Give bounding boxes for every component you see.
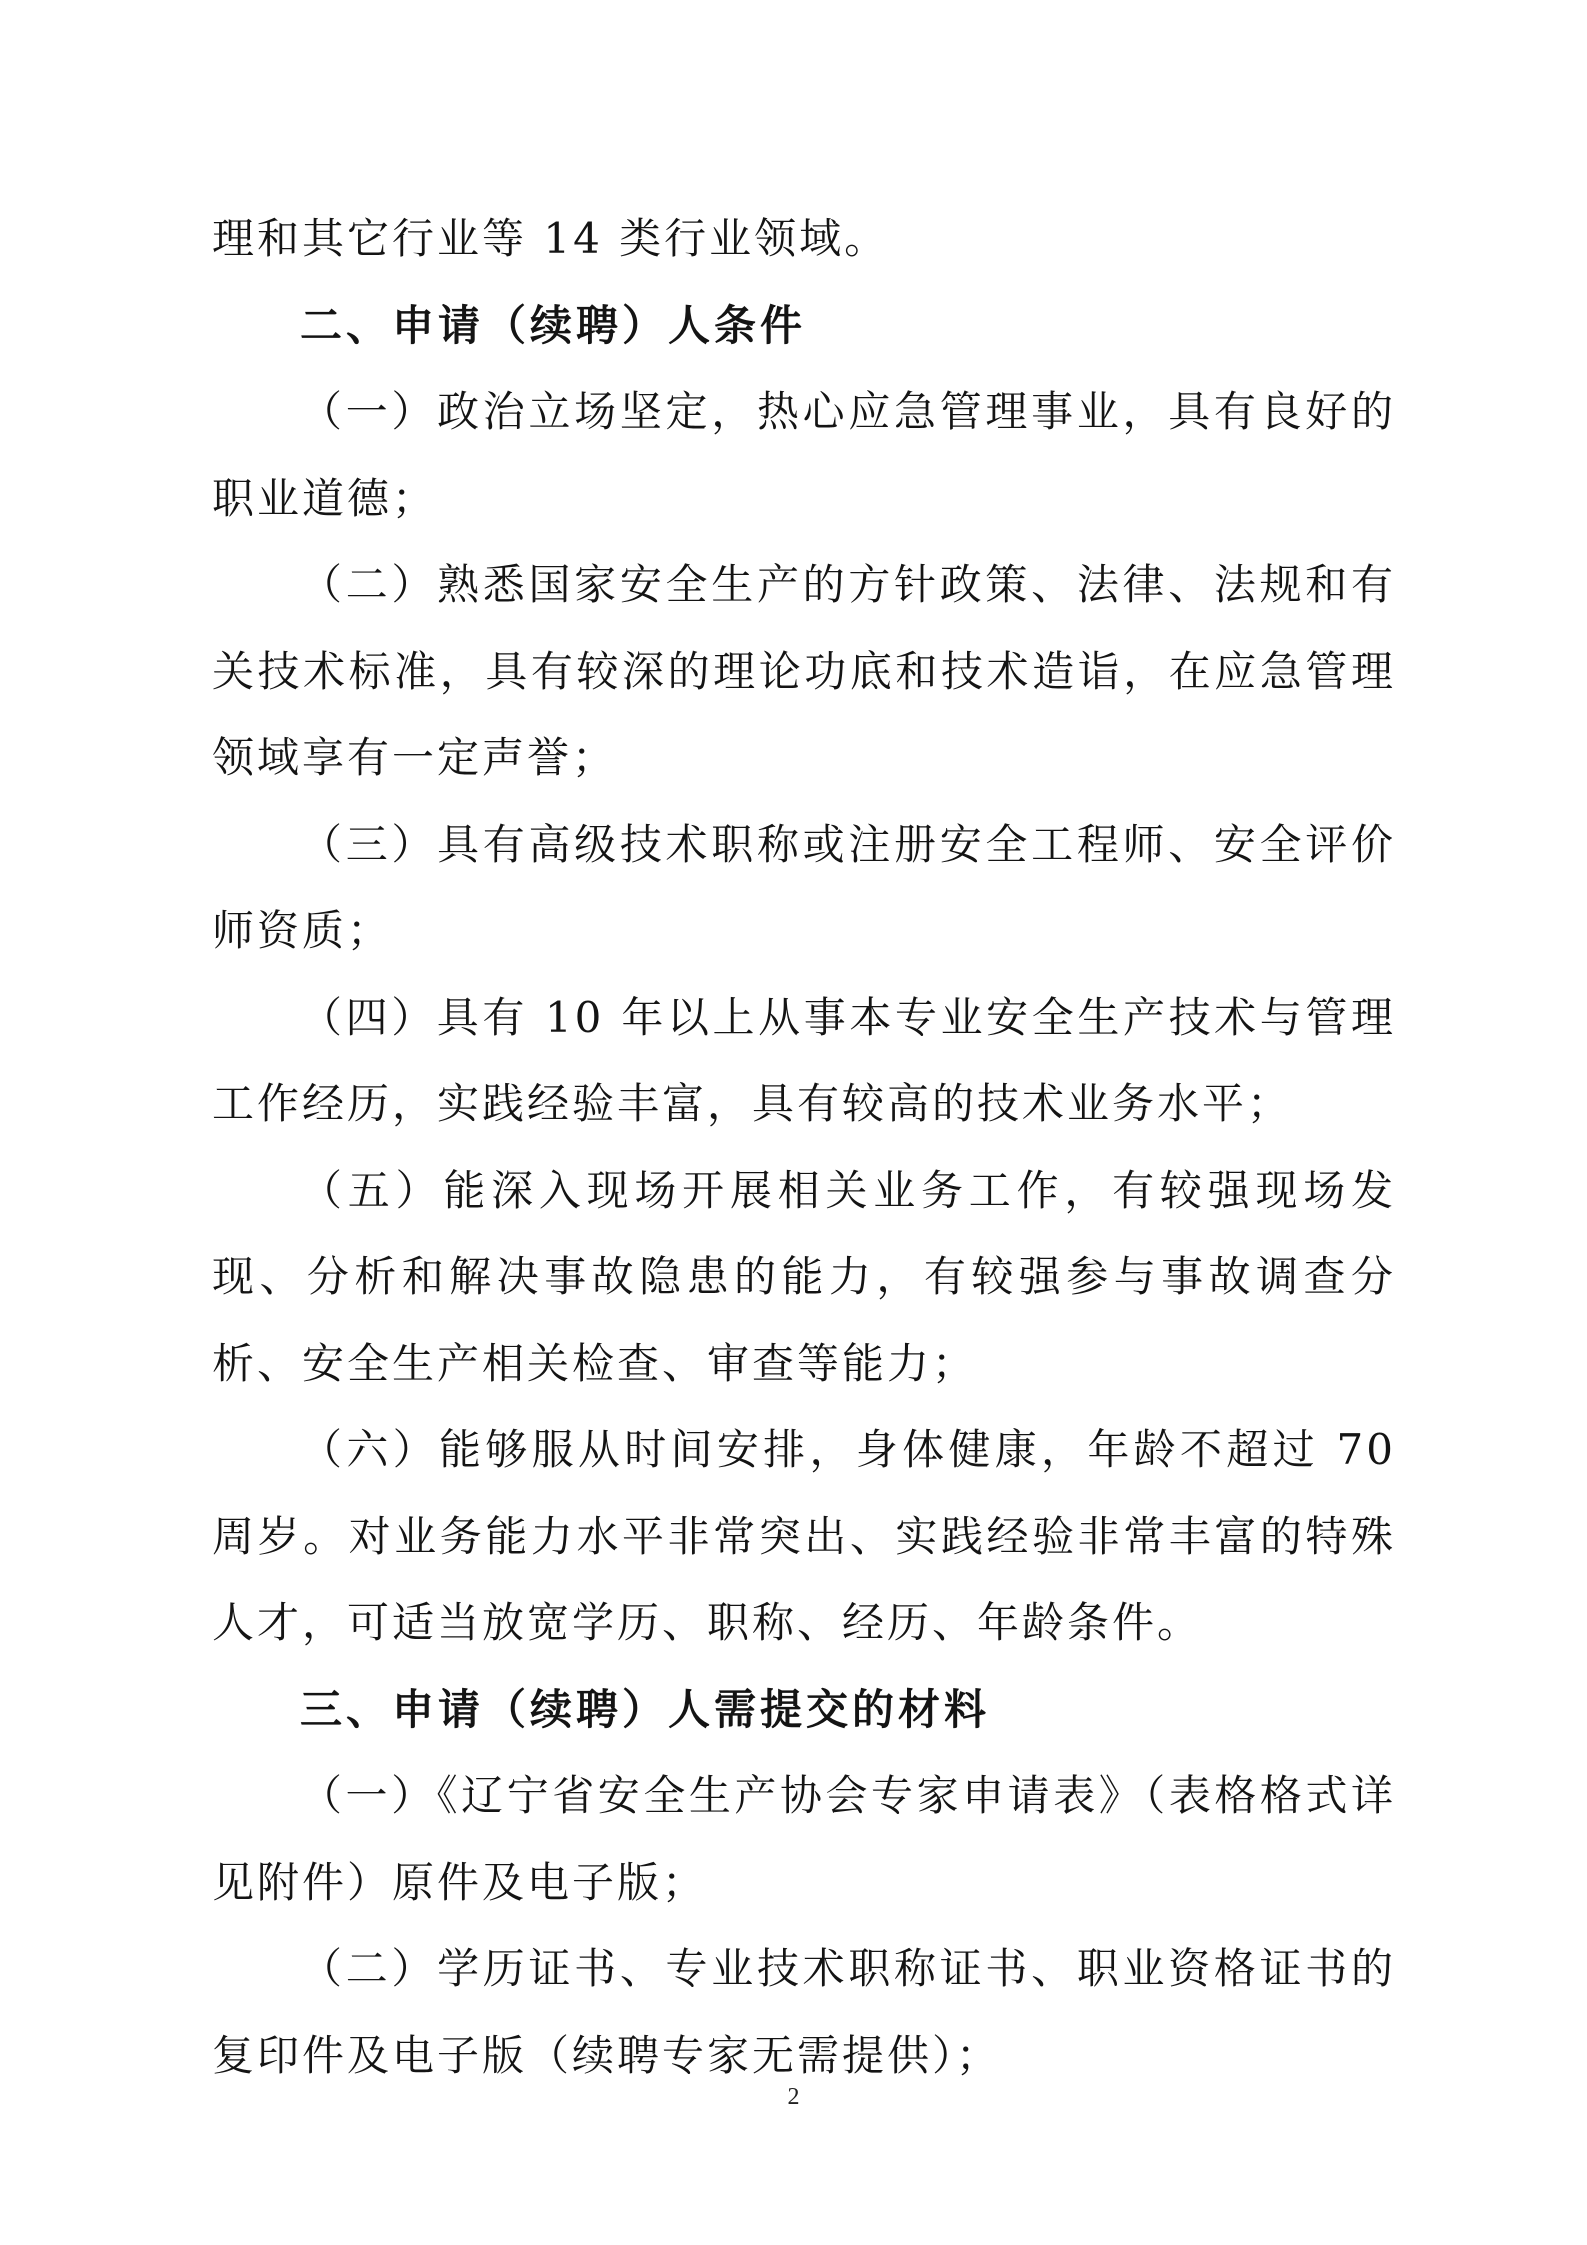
condition-item-5: （五）能深入现场开展相关业务工作，有较强现场发现、分析和解决事故隐患的能力，有较强参与事故调查分析、安全生产相关检查、审查等能力； — [212, 1165, 1396, 1388]
document-body — [212, 196, 1396, 2099]
section-heading-required-materials: 三、申请（续聘）人需提交的材料 — [300, 1684, 991, 1734]
section-heading-applicant-conditions: 二、申请（续聘）人条件 — [300, 300, 807, 350]
page-number: 2 — [787, 2084, 800, 2110]
condition-item-6: （六）能够服从时间安排，身体健康，年龄不超过 70 周岁。对业务能力水平非常突出、实践经验非常丰富的特殊人才，可适当放宽学历、职称、经历、年龄条件。 — [212, 1425, 1396, 1647]
paragraph-industry-continuation: 理和其它行业等 14 类行业领域。 — [212, 214, 890, 263]
condition-item-4: （四）具有 10 年以上从事本专业安全生产技术与管理工作经历，实践经验丰富，具有较高的技术业务水平； — [212, 992, 1396, 1128]
condition-item-1: （一）政治立场坚定，热心应急管理事业，具有良好的职业道德； — [212, 387, 1396, 523]
condition-item-3: （三）具有高级技术职称或注册安全工程师、安全评价师资质； — [212, 819, 1396, 955]
condition-item-2: （二）熟悉国家安全生产的方针政策、法律、法规和有关技术标准，具有较深的理论功底和技术造诣，在应急管理领域享有一定声誉； — [212, 560, 1396, 782]
material-item-1: （一）《辽宁省安全生产协会专家申请表》（表格格式详见附件）原件及电子版； — [212, 1771, 1396, 1907]
material-item-2: （二）学历证书、专业技术职称证书、职业资格证书的复印件及电子版（续聘专家无需提供）； — [212, 1944, 1396, 2080]
